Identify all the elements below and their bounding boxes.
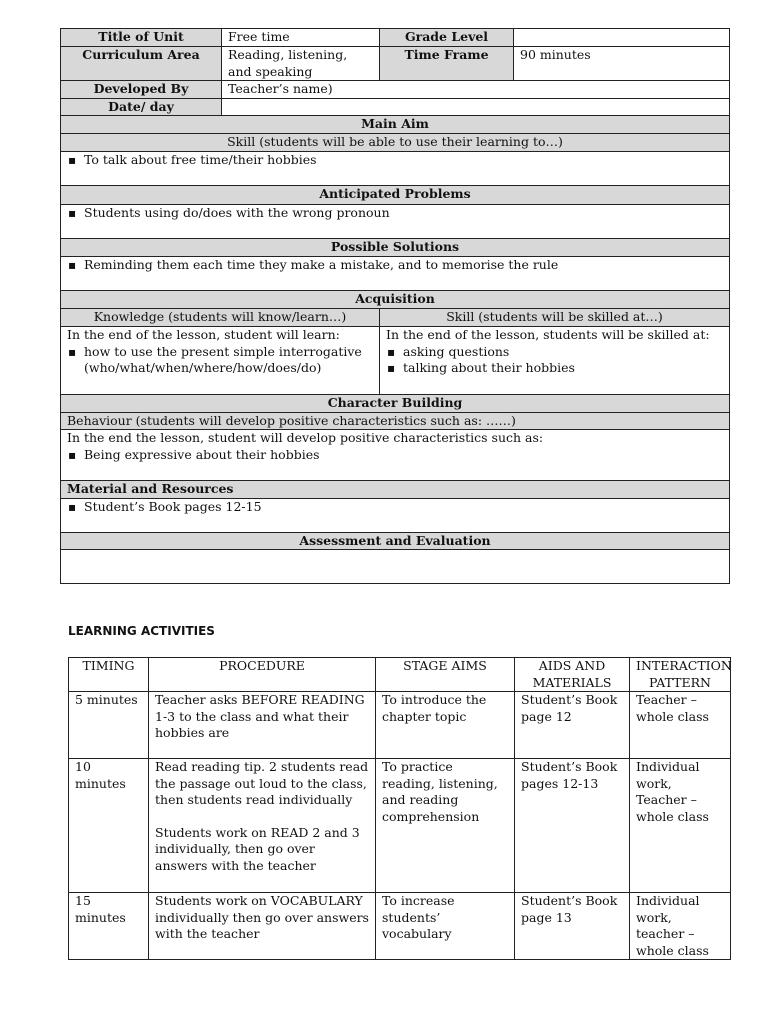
timing-cell: 10 minutes <box>69 759 149 893</box>
assessment-heading: Assessment and Evaluation <box>61 532 730 550</box>
procedure-cell <box>149 692 376 759</box>
aids-cell: Student’s Book pages 12-13 <box>515 759 630 893</box>
grade-level-label: Grade Level <box>380 29 514 47</box>
material-item: ▪ Student’s Book pages 12-15 <box>67 499 723 516</box>
developed-by-row <box>61 81 730 99</box>
procedure-text: Read reading tip. 2 students read the passage out loud to the class, then students read individually <box>155 759 369 807</box>
interaction-cell: Individual work, teacher – whole class <box>630 893 731 960</box>
main-aim-content <box>61 152 730 186</box>
developed-by-label: Developed By <box>61 81 222 99</box>
knowledge-header: Knowledge (students will know/learn…) <box>61 309 380 327</box>
skill-header: Skill (students will be skilled at…) <box>380 309 730 327</box>
materials-heading: Material and Resources <box>61 481 730 499</box>
character-item: ▪ Being expressive about their hobbies <box>67 447 723 464</box>
curriculum-area-label: Curriculum Area <box>61 47 222 81</box>
acquisition-heading: Acquisition <box>61 291 730 309</box>
activities-header-row <box>69 658 731 692</box>
date-day-value <box>222 98 730 116</box>
character-intro: In the end the lesson, student will develop positive characteristics such as: <box>67 430 544 445</box>
main-aim-item: ▪ To talk about free time/their hobbies <box>67 152 723 169</box>
main-aim-heading: Main Aim <box>61 116 730 134</box>
problem-item: ▪ Students using do/does with the wrong pronoun <box>67 205 723 222</box>
possible-solutions-content <box>61 257 730 291</box>
stage-aims-cell: To introduce the chapter topic <box>376 692 515 759</box>
column-header-interaction: INTERACTION PATTERN <box>630 658 731 692</box>
time-frame-label: Time Frame <box>380 47 514 81</box>
title-of-unit-label: Title of Unit <box>61 29 222 47</box>
knowledge-content <box>61 327 380 395</box>
learning-activities-heading: LEARNING ACTIVITIES <box>68 624 215 638</box>
curriculum-row <box>61 47 730 81</box>
character-building-content <box>61 430 730 481</box>
skill-item: ▪ asking questions <box>386 344 723 361</box>
character-building-subheading: Behaviour (students will develop positive characteristics such as: ……) <box>61 412 730 430</box>
materials-content <box>61 498 730 532</box>
title-of-unit-value: Free time <box>222 29 380 47</box>
interaction-cell: Individual work, Teacher – whole class <box>630 759 731 893</box>
grade-level-value <box>514 29 730 47</box>
date-row <box>61 98 730 116</box>
timing-cell: 15 minutes <box>69 893 149 960</box>
skill-content <box>380 327 730 395</box>
character-building-heading: Character Building <box>61 395 730 413</box>
aids-cell: Student’s Book page 13 <box>515 893 630 960</box>
knowledge-intro: In the end of the lesson, student will learn: <box>67 327 340 342</box>
anticipated-problems-content <box>61 205 730 239</box>
procedure-text: Students work on VOCABULARY individually then go over answers with the teacher <box>155 893 369 941</box>
curriculum-area-value: Reading, listening, and speaking <box>222 47 380 81</box>
possible-solutions-heading: Possible Solutions <box>61 239 730 257</box>
developed-by-value: Teacher’s name) <box>222 81 730 99</box>
anticipated-problems-heading: Anticipated Problems <box>61 186 730 205</box>
timing-cell: 5 minutes <box>69 692 149 759</box>
column-header-timing: TIMING <box>69 658 149 692</box>
stage-aims-cell: To practice reading, listening, and reading comprehension <box>376 759 515 893</box>
main-aim-subheading: Skill (students will be able to use their learning to…) <box>61 134 730 152</box>
solution-item: ▪ Reminding them each time they make a mistake, and to memorise the rule <box>67 257 723 274</box>
skill-item: ▪ talking about their hobbies <box>386 360 723 377</box>
activity-row <box>69 759 731 893</box>
learning-activities-table <box>68 657 731 960</box>
procedure-cell <box>149 893 376 960</box>
stage-aims-cell: To increase students’ vocabulary <box>376 893 515 960</box>
column-header-procedure: PROCEDURE <box>149 658 376 692</box>
column-header-aids: AIDS AND MATERIALS <box>515 658 630 692</box>
skill-intro: In the end of the lesson, students will be skilled at: <box>386 327 710 342</box>
assessment-content <box>61 550 730 584</box>
title-row <box>61 29 730 47</box>
column-header-stage-aims: STAGE AIMS <box>376 658 515 692</box>
date-day-label: Date/ day <box>61 98 222 116</box>
procedure-text: Teacher asks BEFORE READING 1-3 to the class and what their hobbies are <box>155 692 365 740</box>
procedure-text: Students work on READ 2 and 3 individually, then go over answers with the teacher <box>155 824 360 873</box>
activity-row <box>69 893 731 960</box>
time-frame-value: 90 minutes <box>514 47 730 81</box>
aids-cell: Student’s Book page 12 <box>515 692 630 759</box>
procedure-cell <box>149 759 376 893</box>
knowledge-item: ▪ how to use the present simple interrogative (who/what/when/where/how/does/do) <box>67 344 373 377</box>
activity-row <box>69 692 731 759</box>
lesson-plan-table <box>60 28 730 584</box>
interaction-cell: Teacher – whole class <box>630 692 731 759</box>
